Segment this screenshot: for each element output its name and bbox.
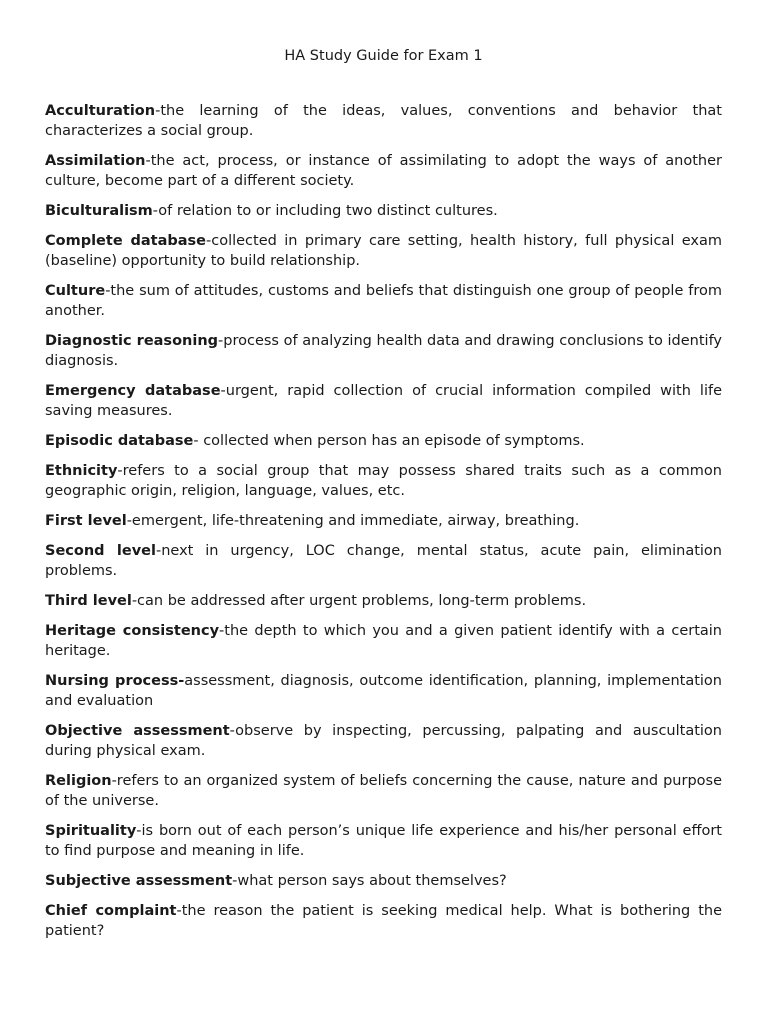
- glossary-entry: [45, 771, 722, 811]
- glossary-entry: [45, 511, 722, 531]
- entry-definition: -the act, process, or instance of assimilating to adopt the ways of another culture, become part of a different society.: [45, 153, 722, 189]
- glossary-entry: [45, 671, 722, 711]
- entry-term: Heritage consistency: [45, 623, 220, 639]
- entry-definition: -emergent, life-threatening and immediate, airway, breathing.: [126, 513, 580, 529]
- entry-definition: -of relation to or including two distinct cultures.: [152, 203, 498, 219]
- entry-definition: -can be addressed after urgent problems, long-term problems.: [131, 593, 587, 609]
- entry-term: Culture: [45, 283, 106, 299]
- glossary-entry: [45, 591, 722, 611]
- document-title: HA Study Guide for Exam 1: [284, 48, 483, 64]
- entry-term: Third level: [45, 593, 132, 609]
- entry-term: Episodic database: [45, 433, 194, 449]
- document-page: [45, 44, 722, 951]
- entry-term: Complete database: [45, 233, 206, 249]
- entry-term: Emergency database: [45, 383, 221, 399]
- glossary-entry: [45, 231, 722, 271]
- entry-term: Acculturation: [45, 103, 156, 119]
- glossary-entry: [45, 151, 722, 191]
- entry-definition: -process of analyzing health data and drawing conclusions to identify diagnosis.: [45, 333, 722, 369]
- entry-definition: -refers to an organized system of beliefs concerning the cause, nature and purpose of the universe.: [45, 773, 722, 809]
- glossary-entry: [45, 821, 722, 861]
- entry-term: Religion: [45, 773, 112, 789]
- glossary-entry: [45, 871, 722, 891]
- entry-term: Assimilation: [45, 153, 146, 169]
- entry-term: Chief complaint: [45, 903, 177, 919]
- glossary-entry: [45, 461, 722, 501]
- glossary-entry: [45, 621, 722, 661]
- entry-term: Spirituality: [45, 823, 137, 839]
- entry-definition: -refers to a social group that may possess shared traits such as a common geographic origin, religion, language, values, etc.: [45, 463, 722, 499]
- entry-term: Second level: [45, 543, 156, 559]
- glossary-entry: [45, 281, 722, 321]
- entry-definition: -urgent, rapid collection of crucial information compiled with life saving measures.: [45, 383, 722, 419]
- entry-definition: -observe by inspecting, percussing, palpating and auscultation during physical exam.: [45, 723, 722, 759]
- entry-term: Biculturalism: [45, 203, 153, 219]
- entry-term: Nursing process-: [45, 673, 185, 689]
- entry-definition: -the sum of attitudes, customs and beliefs that distinguish one group of people from another.: [45, 283, 722, 319]
- entry-definition: -what person says about themselves?: [232, 873, 507, 889]
- entry-definition: -the learning of the ideas, values, conventions and behavior that characterizes a social group.: [45, 103, 722, 139]
- entry-term: Subjective assessment: [45, 873, 233, 889]
- glossary-entry: [45, 431, 722, 451]
- entry-definition: -is born out of each person’s unique life experience and his/her personal effort to find purpose and meaning in life.: [45, 823, 722, 859]
- glossary-entry: [45, 101, 722, 141]
- entry-definition: -the reason the patient is seeking medical help. What is bothering the patient?: [45, 903, 722, 939]
- glossary-entry: [45, 331, 722, 371]
- glossary-entry: [45, 541, 722, 581]
- entry-definition: -the depth to which you and a given patient identify with a certain heritage.: [45, 623, 722, 659]
- glossary-entry: [45, 721, 722, 761]
- entry-term: Objective assessment: [45, 723, 230, 739]
- entry-definition: -collected in primary care setting, health history, full physical exam (baseline) opportunity to build relationship.: [45, 233, 722, 269]
- entry-definition: -next in urgency, LOC change, mental status, acute pain, elimination problems.: [45, 543, 722, 579]
- glossary-entry: [45, 901, 722, 941]
- entry-term: Diagnostic reasoning: [45, 333, 219, 349]
- entry-definition: - collected when person has an episode of symptoms.: [193, 433, 585, 449]
- glossary-entry: [45, 201, 722, 221]
- entry-definition: assessment, diagnosis, outcome identification, planning, implementation and evaluation: [45, 673, 722, 709]
- entry-term: Ethnicity: [45, 463, 118, 479]
- entry-term: First level: [45, 513, 127, 529]
- glossary-entry: [45, 381, 722, 421]
